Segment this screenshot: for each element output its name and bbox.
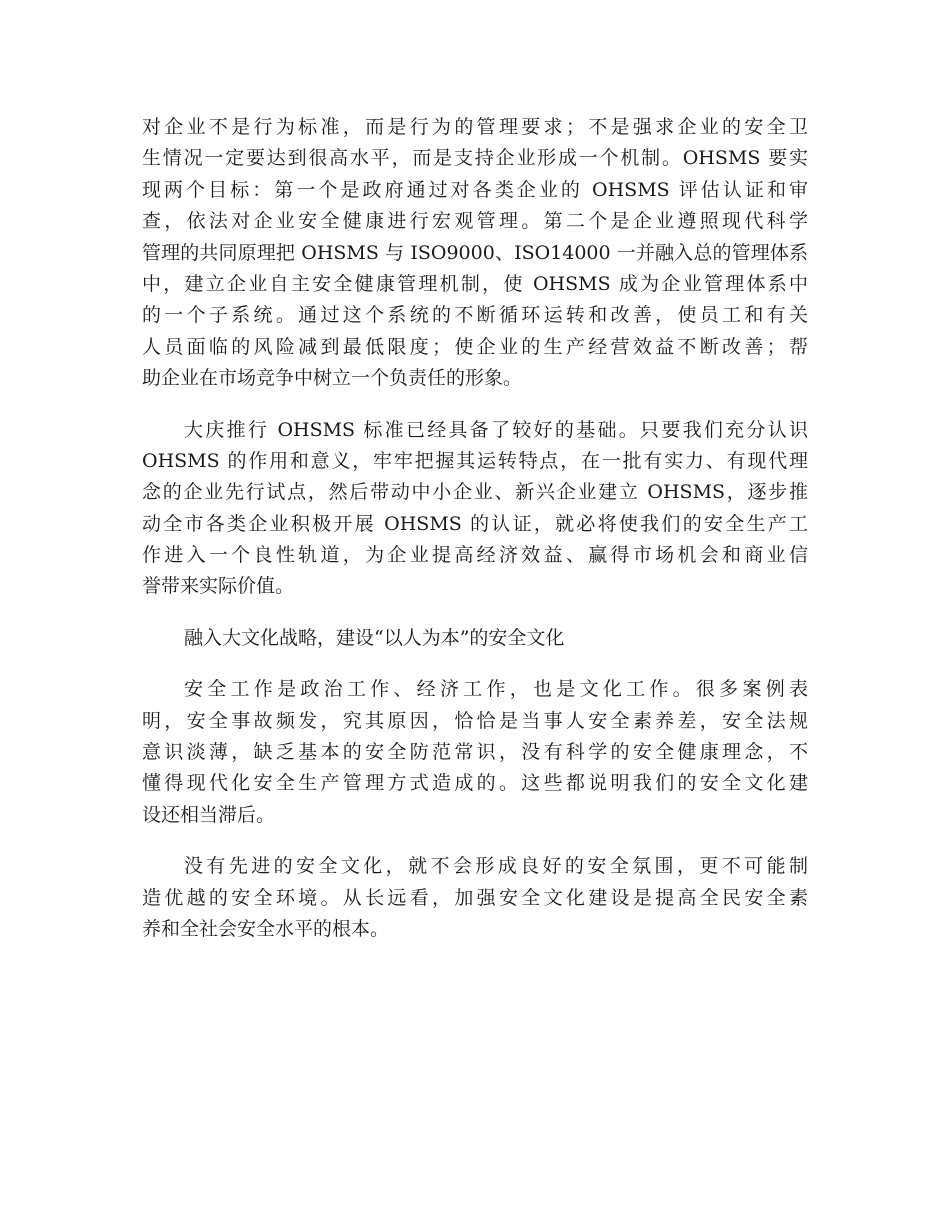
document-page [142,112,808,945]
paragraph-safety-culture [142,674,808,831]
section-heading-text: 融入大文化战略，建设“以人为本”的安全文化 [184,626,565,649]
text-line: 没有先进的安全文化，就不会形成良好的安全氛围，更不可能制 [184,855,808,878]
paragraph-daqing-ohsms [142,415,808,603]
text-line: 安全工作是政治工作、经济工作，也是文化工作。很多案例表 [184,678,808,701]
section-heading [142,623,808,654]
paragraph-gap [142,395,808,415]
text-line: 明，安全事故频发，究其原因，恰恰是当事人安全素养差，安全法规 [142,709,808,732]
text-line: 意识淡薄，缺乏基本的安全防范常识，没有科学的安全健康理念，不 [142,741,808,764]
text-line: 设还相当滞后。 [142,803,276,826]
text-line: OHSMS 的作用和意义，牢牢把握其运转特点，在一批有实力、有现代理 [142,449,808,472]
paragraph-gap [142,654,808,674]
text-line: 的一个子系统。通过这个系统的不断循环运转和改善，使员工和有关 [142,304,808,327]
text-line: 助企业在市场竞争中树立一个负责任的形象。 [142,367,523,390]
text-line: 现两个目标：第一个是政府通过对各类企业的 OHSMS 评估认证和审 [142,178,808,201]
text-line: 懂得现代化安全生产管理方式造成的。这些都说明我们的安全文化建 [142,772,808,795]
text-line: 对企业不是行为标准，而是行为的管理要求；不是强求企业的安全卫 [142,116,808,138]
text-line: 誉带来实际价值。 [142,575,295,598]
text-line: 管理的共同原理把 OHSMS 与 ISO9000、ISO14000 一并融入总的管理体系 [142,241,808,264]
paragraph-gap [142,831,808,851]
paragraph-ohsms-goals [142,112,808,395]
text-line: 大庆推行 OHSMS 标准已经具备了较好的基础。只要我们充分认识 [184,418,808,441]
text-line: 养和全社会安全水平的根本。 [142,917,390,940]
text-line: 念的企业先行试点，然后带动中小企业、新兴企业建立 OHSMS，逐步推 [142,481,808,504]
text-line: 中，建立企业自主安全健康管理机制，使 OHSMS 成为企业管理体系中 [142,272,808,295]
text-line: 作进入一个良性轨道，为企业提高经济效益、赢得市场机会和商业信 [142,544,808,567]
text-line: 造优越的安全环境。从长远看，加强安全文化建设是提高全民安全素 [142,886,808,909]
paragraph-gap [142,603,808,623]
text-line: 人员面临的风险减到最低限度；使企业的生产经营效益不断改善；帮 [142,335,808,358]
paragraph-advanced-culture [142,851,808,945]
text-line: 动全市各类企业积极开展 OHSMS 的认证，就必将使我们的安全生产工 [142,512,808,535]
text-line: 查，依法对企业安全健康进行宏观管理。第二个是企业遵照现代科学 [142,210,808,233]
text-line: 生情况一定要达到很高水平，而是支持企业形成一个机制。OHSMS 要实 [142,147,808,170]
